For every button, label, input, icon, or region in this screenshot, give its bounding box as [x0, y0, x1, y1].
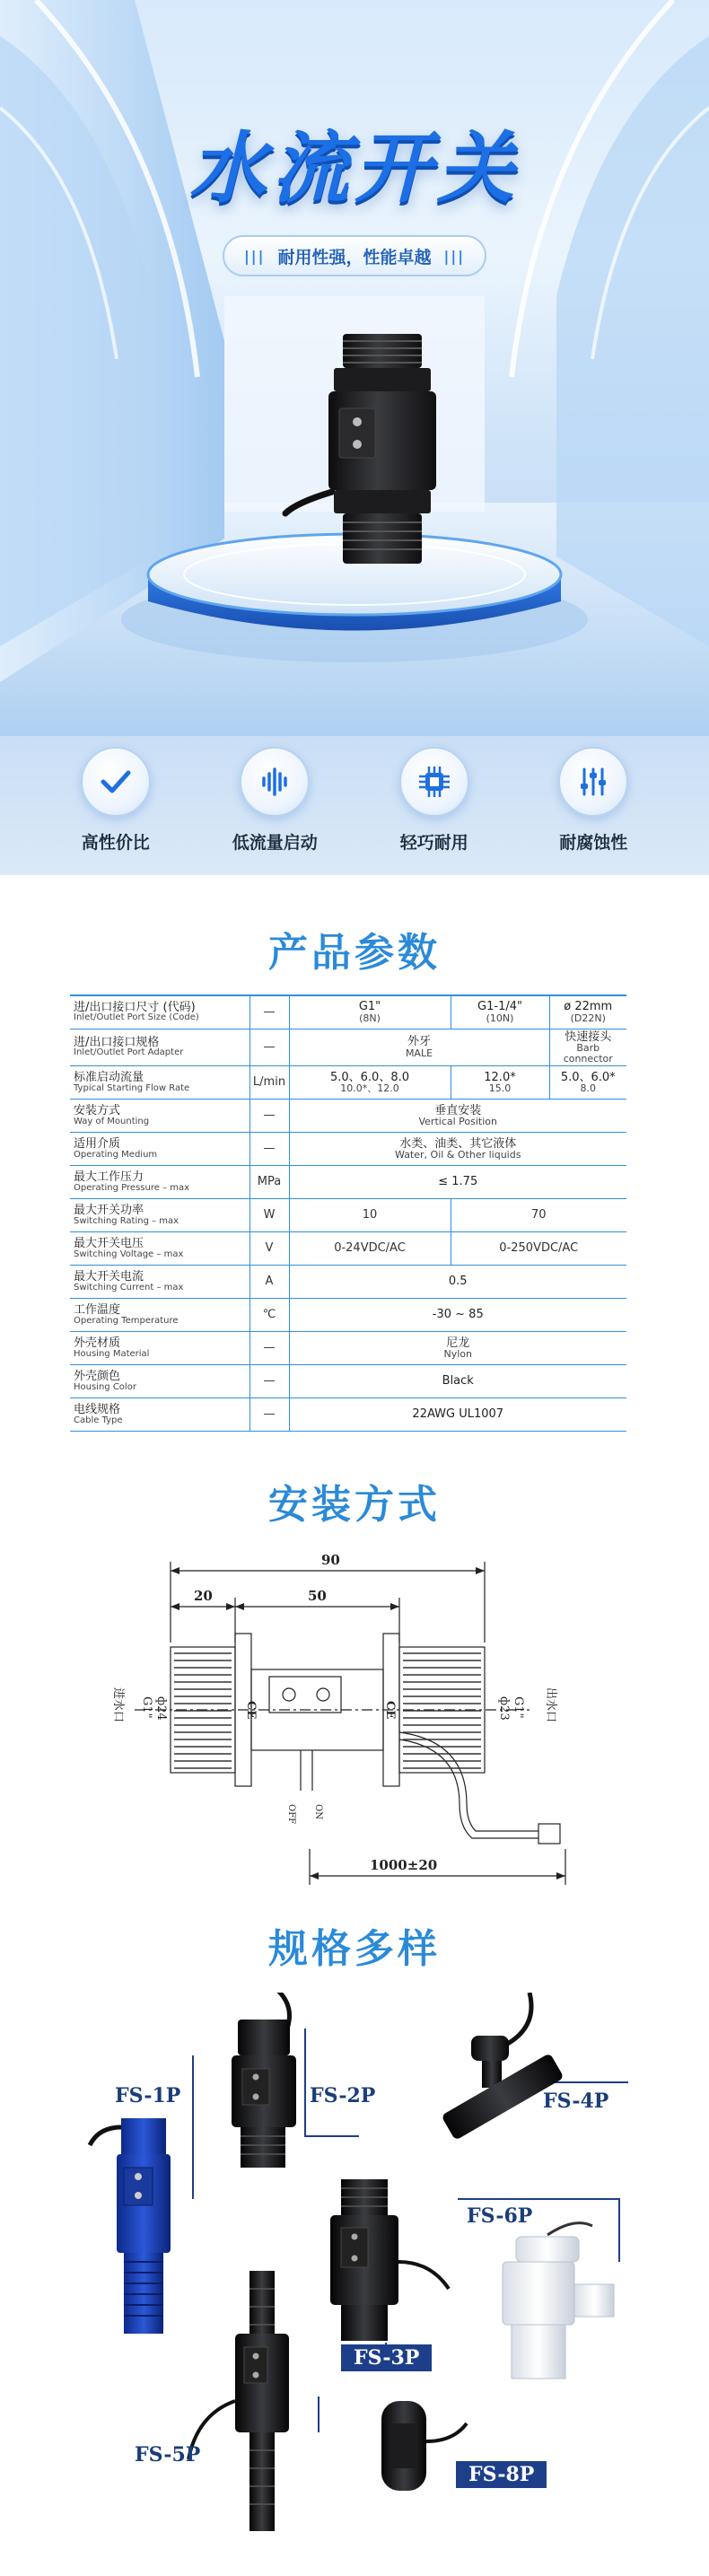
spec-cell — [289, 1133, 626, 1166]
spec-name — [70, 1166, 249, 1199]
spec-name — [70, 1199, 249, 1232]
spec-name-cn: 外壳颜色 — [74, 1370, 121, 1384]
spec-cell — [289, 995, 451, 1029]
dim-mid: 50 — [308, 1588, 327, 1604]
model-fs-1p: FS-1P — [115, 2084, 181, 2107]
pill-decor-right: ||| — [443, 247, 466, 265]
spec-name-cn: 最大开关功率 — [74, 1204, 144, 1218]
spec-name — [70, 1232, 249, 1266]
fs-3p-image — [330, 2179, 449, 2341]
feature-label: 高性价比 — [81, 833, 150, 853]
spec-value: 外牙 — [407, 1035, 431, 1049]
spec-cell — [549, 995, 626, 1029]
spec-value-sub: Water, Oil & Other liquids — [395, 1149, 521, 1161]
spec-cell: 0-250VDC/AC — [451, 1232, 626, 1266]
fs-8p-image — [381, 2401, 467, 2491]
spec-value: 尼龙 — [446, 1336, 470, 1350]
spec-unit: — — [249, 1133, 289, 1166]
spec-cell: 0-24VDC/AC — [289, 1232, 451, 1266]
feature-label: 耐腐蚀性 — [559, 833, 628, 853]
spec-value-sub: Vertical Position — [418, 1116, 497, 1128]
fs-5p-image — [188, 2271, 289, 2531]
spec-name-cn: 适用介质 — [74, 1137, 121, 1152]
spec-name — [70, 1066, 249, 1100]
spec-row — [70, 1166, 626, 1199]
outlet-label: 出水口 — [544, 1687, 557, 1723]
dim-total: 90 — [321, 1552, 340, 1568]
spec-name — [70, 1266, 249, 1299]
spec-name-cn: 安装方式 — [74, 1104, 121, 1118]
spec-unit: V — [249, 1232, 289, 1266]
spec-value-sub: Nylon — [443, 1348, 472, 1361]
dim-left: 20 — [194, 1588, 213, 1604]
variant-images — [0, 1993, 709, 2576]
spec-name-cn: 最大开关电压 — [74, 1237, 144, 1251]
fs-6p-image — [503, 2223, 614, 2379]
spec-value: ≤ 1.75 — [438, 1175, 478, 1189]
model-fs-8p: FS-8P — [456, 2461, 547, 2488]
spec-value-sub: 15.0 — [488, 1082, 512, 1095]
dia-left: ф24 — [154, 1696, 168, 1721]
spec-value: 快速接头 — [565, 1030, 612, 1044]
feature-item — [212, 736, 337, 875]
spec-name-en: Switching Voltage – max — [74, 1249, 184, 1259]
spec-name-en: Operating Temperature — [74, 1315, 179, 1326]
spec-value: 22AWG UL1007 — [412, 1407, 504, 1422]
spec-table — [70, 994, 626, 1432]
model-fs-4p: FS-4P — [543, 2090, 609, 2113]
spec-row — [70, 1299, 626, 1332]
spec-cell — [549, 1029, 626, 1066]
spec-value: 12.0* — [484, 1070, 516, 1084]
spec-unit: — — [249, 995, 289, 1029]
spec-name-cn: 外壳材质 — [74, 1336, 121, 1351]
spec-unit: — — [249, 1029, 289, 1066]
feature-item — [530, 736, 656, 875]
feature-label: 低流量启动 — [232, 833, 318, 853]
spec-row — [70, 1100, 626, 1133]
model-fs-5p: FS-5P — [135, 2443, 201, 2466]
thread-left: G1" — [140, 1696, 153, 1719]
spec-name-cn: 最大工作压力 — [74, 1170, 144, 1185]
spec-unit: — — [249, 1398, 289, 1432]
feature-item — [53, 736, 179, 875]
spec-row — [70, 1232, 626, 1266]
thread-right: G1" — [512, 1696, 525, 1719]
spec-row — [70, 995, 626, 1029]
spec-name — [70, 1398, 249, 1432]
slogan-pill — [223, 235, 486, 276]
spec-unit: L/min — [249, 1066, 289, 1100]
spec-name — [70, 1365, 249, 1398]
spec-cell — [289, 1266, 626, 1299]
spec-cell — [289, 1100, 626, 1133]
spec-value: 5.0、6.0* — [560, 1070, 616, 1084]
spec-value: Black — [442, 1374, 474, 1389]
spec-name-en: Way of Mounting — [74, 1116, 150, 1126]
spec-name-en: Typical Starting Flow Rate — [74, 1082, 190, 1093]
spec-unit: — — [249, 1332, 289, 1365]
spec-value-sub: MALE — [405, 1047, 433, 1059]
ce-mark-left: CE — [244, 1701, 258, 1720]
off-label: OFF — [286, 1804, 296, 1825]
spec-name-cn: 进/出口接口规格 — [74, 1035, 160, 1049]
spec-name-en: Housing Material — [74, 1348, 150, 1359]
spec-cell — [289, 1332, 626, 1365]
spec-row — [70, 1398, 626, 1432]
spec-value-sub: 10.0*、12.0 — [340, 1082, 399, 1095]
spec-name-en: Operating Medium — [74, 1149, 158, 1160]
chip-icon — [399, 747, 469, 817]
spec-value: G1" — [358, 1000, 381, 1014]
cable-length: 1000±20 — [370, 1857, 438, 1873]
spec-cell — [289, 1398, 626, 1432]
spec-value-sub: (10N) — [486, 1012, 514, 1024]
spec-unit: — — [249, 1365, 289, 1398]
installation-drawing — [81, 1535, 628, 1921]
spec-value: ø 22mm — [564, 1000, 613, 1014]
spec-cell — [289, 1066, 451, 1100]
spec-cell — [549, 1066, 626, 1100]
spec-cell — [289, 1166, 626, 1199]
spec-name-en: Inlet/Outlet Port Adapter — [74, 1047, 184, 1058]
spec-row — [70, 1266, 626, 1299]
spec-unit: ℃ — [249, 1299, 289, 1332]
spec-value-sub: (8N) — [359, 1012, 381, 1024]
spec-value: 垂直安装 — [434, 1103, 482, 1117]
spec-name-en: Switching Rating – max — [74, 1215, 179, 1226]
spec-name-en: Housing Color — [74, 1381, 136, 1392]
install-title: 安装方式 — [268, 1482, 441, 1528]
spec-cell — [289, 1299, 626, 1332]
spec-row — [70, 1332, 626, 1365]
inlet-label: 进水口 — [111, 1687, 125, 1723]
spec-name-cn: 电线规格 — [74, 1403, 121, 1417]
spec-cell: 10 — [289, 1199, 451, 1232]
model-fs-6p: FS-6P — [467, 2204, 533, 2228]
spec-value: 0.5 — [448, 1275, 468, 1289]
spec-row — [70, 1133, 626, 1166]
ce-mark-right: CE — [383, 1701, 397, 1720]
spec-name-en: Inlet/Outlet Port Size (Code) — [74, 1012, 199, 1023]
spec-name — [70, 1133, 249, 1166]
spec-name-en: Operating Pressure – max — [74, 1182, 190, 1193]
waveform-icon — [240, 747, 310, 817]
feature-label: 轻巧耐用 — [399, 833, 468, 853]
variants-title: 规格多样 — [268, 1926, 441, 1972]
spec-row — [70, 1029, 626, 1066]
feature-item — [372, 736, 497, 875]
spec-unit: W — [249, 1199, 289, 1232]
spec-cell: 70 — [451, 1199, 626, 1232]
spec-value-sub: Barb connector — [563, 1042, 613, 1065]
spec-cell — [289, 1365, 626, 1398]
pill-decor-left: ||| — [243, 247, 266, 265]
spec-cell — [289, 1029, 549, 1066]
feature-strip — [0, 736, 709, 875]
dia-right: ф23 — [497, 1696, 511, 1721]
spec-name-en: Switching Current – max — [74, 1282, 184, 1292]
spec-value: -30 ~ 85 — [432, 1308, 484, 1322]
spec-name-cn: 标准启动流量 — [74, 1071, 144, 1085]
spec-name — [70, 995, 249, 1029]
spec-value-sub: 8.0 — [580, 1082, 596, 1095]
spec-cell — [451, 995, 549, 1029]
spec-name-en: Cable Type — [74, 1415, 123, 1425]
spec-name — [70, 1100, 249, 1133]
spec-name — [70, 1332, 249, 1365]
spec-cell — [451, 1066, 549, 1100]
spec-value: 水类、油类、其它液体 — [399, 1136, 517, 1151]
spec-value: G1-1/4" — [477, 1000, 522, 1014]
spec-unit: — — [249, 1100, 289, 1133]
spec-unit: MPa — [249, 1166, 289, 1199]
spec-value-sub: (D22N) — [570, 1012, 606, 1024]
on-label: ON — [313, 1804, 323, 1819]
fs-1p-image — [90, 2118, 171, 2334]
spec-value: 5.0、6.0、8.0 — [329, 1070, 410, 1084]
variants-gallery — [0, 1993, 709, 2576]
hero-banner — [0, 0, 709, 736]
spec-name-cn: 进/出口接口尺寸 (代码) — [74, 1000, 196, 1014]
model-fs-2p: FS-2P — [310, 2084, 376, 2107]
params-title: 产品参数 — [268, 930, 441, 976]
hero-title: 水流开关 — [189, 124, 520, 214]
slogan-text: 耐用性强，性能卓越 — [277, 247, 432, 267]
check-icon — [81, 747, 151, 817]
fs-2p-image — [232, 1993, 296, 2168]
spec-row — [70, 1365, 626, 1398]
spec-name-cn: 最大开关电流 — [74, 1270, 144, 1284]
fs-4p-image — [441, 1993, 564, 2141]
model-fs-3p: FS-3P — [341, 2344, 432, 2371]
spec-unit: A — [249, 1266, 289, 1299]
spec-name — [70, 1299, 249, 1332]
spec-row — [70, 1199, 626, 1232]
spec-row — [70, 1066, 626, 1100]
spec-name-cn: 工作温度 — [74, 1303, 121, 1318]
spec-name — [70, 1029, 249, 1066]
sliders-icon — [558, 747, 628, 817]
